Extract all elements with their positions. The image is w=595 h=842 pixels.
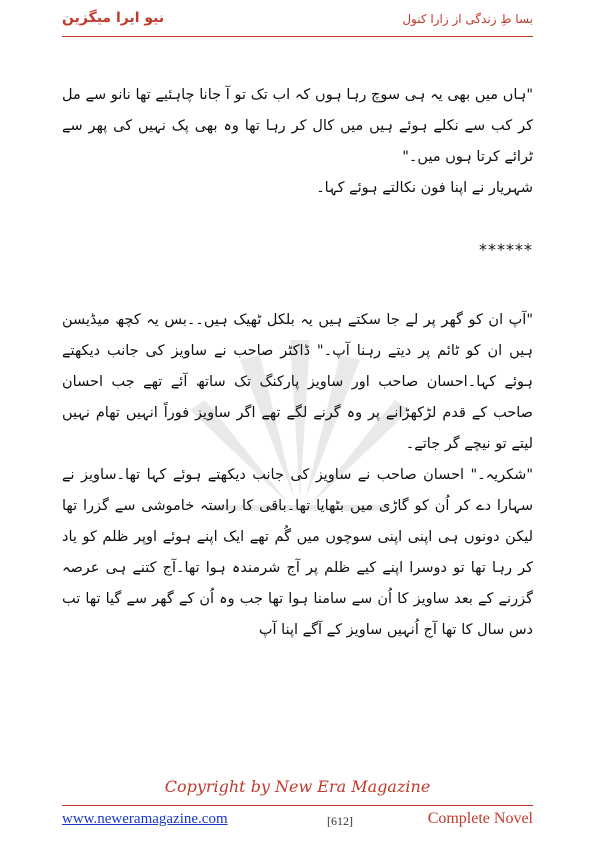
novel-title: بسا طِ زندگی از زارا کنول bbox=[402, 12, 533, 26]
paragraph: "آپ ان کو گھر پر لے جا سکتے ہیں یہ بلکل ٹھیک ہیں۔۔بس یہ کچھ میڈیسن ہیں ان کو ٹائم پر دیتے رہنا آپ۔" ڈاکٹر صاحب نے ساویز کی جانب دیکھتے ہوئے کہا۔احسان صاحب اور ساویز پارکنگ تک ساتھ آئے تھے جب احسان صاحب کے قدم لڑکھڑانے پر وہ گرنے لگے تھے اگر ساویز فوراً انہیں تھام نہیں لیتے تو نیچے گر جاتے۔ bbox=[62, 312, 533, 452]
page-body bbox=[62, 80, 533, 646]
page-footer bbox=[62, 805, 533, 832]
paragraph: "شکریہ۔" احسان صاحب نے ساویز کی جانب دیکھتے ہوئے کہا تھا۔ساویز نے سہارا دے کر اُن کو گاڑی میں بٹھایا تھا۔باقی کا راستہ خاموشی سے گزرا تھا لیکن دونوں ہی اپنی اپنی سوچوں میں گُم تھے ایک اپنے ہوئے اوپر ظلم کو یاد کر رہا تھا تو دوسرا اپنے کیے ظلم پر آج شرمندہ ہوا تھا۔آج کتنے ہی عرصہ گزرنے کے بعد ساویز کا اُن سے سامنا ہوا تھا جب وہ اُن کے گھر سے گیا تھا تب دس سال کا تھا آج اُنہیں ساویز کے آگے اپنا آپ bbox=[62, 467, 533, 638]
website-link[interactable]: www.neweramagazine.com bbox=[62, 811, 228, 827]
paragraph: شہریار نے اپنا فون نکالتے ہوئے کہا۔ bbox=[316, 180, 533, 196]
complete-novel-label: Complete Novel bbox=[427, 810, 533, 827]
section-separator: ****** bbox=[479, 240, 533, 259]
magazine-title: نیو ایرا میگزین bbox=[62, 10, 165, 26]
page-number: [612] bbox=[327, 814, 353, 828]
copyright-notice: Copyright by New Era Magazine bbox=[164, 777, 431, 796]
paragraph: "ہاں میں بھی یہ ہی سوچ رہا ہوں کہ اب تک تو آ جانا چاہئیے تھا نانو سے مل کر کب سے نکلے ہوئے ہیں میں کال کر رہا تھا وہ بھی پک نہیں کی پھر سے ٹرائے کرتا ہوں میں۔" bbox=[62, 87, 533, 165]
page-header bbox=[62, 8, 533, 37]
